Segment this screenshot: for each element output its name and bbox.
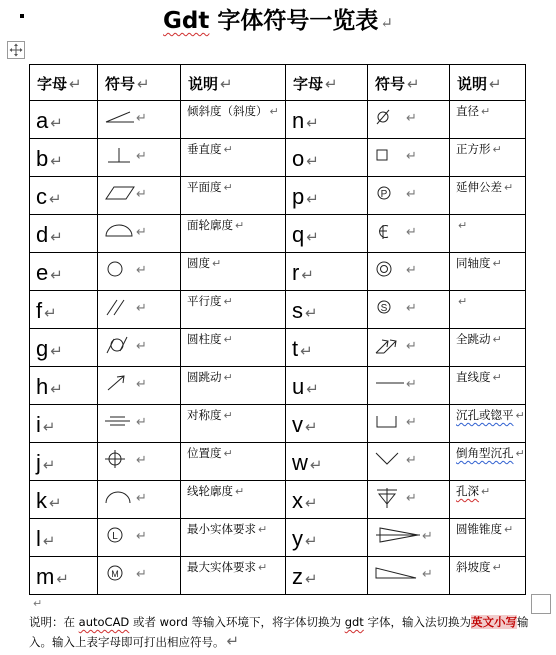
letter-text: q	[292, 222, 305, 247]
page-title	[0, 4, 556, 40]
table-row	[30, 367, 526, 405]
header-desc-2: 说明	[457, 75, 488, 93]
header-desc: 说明	[188, 75, 219, 93]
letter-text: s	[292, 298, 303, 323]
paragraph-mark-icon: ↵	[305, 305, 318, 322]
letter-cell	[286, 291, 368, 329]
description-text: 垂直度	[187, 142, 222, 156]
table-row	[30, 329, 526, 367]
paragraph-mark-icon: ↵	[50, 267, 63, 284]
description-cell	[450, 405, 526, 443]
paragraph-mark-icon: ↵	[136, 149, 147, 164]
description-text: 平面度	[187, 180, 222, 194]
paragraph-mark-icon: ↵	[49, 495, 62, 512]
paragraph-mark-icon: ↵	[223, 143, 233, 156]
description-cell	[450, 253, 526, 291]
paragraph-mark-icon: ↵	[515, 447, 525, 460]
table-resize-handle[interactable]	[531, 594, 551, 614]
letter-text: n	[292, 108, 305, 133]
paragraph-mark-icon: ↵	[380, 14, 393, 32]
symbol-cell	[98, 557, 181, 595]
letter-text: p	[292, 184, 305, 209]
paragraph-mark-icon: ↵	[306, 229, 319, 246]
letter-cell	[30, 253, 98, 291]
letter-cell	[30, 405, 98, 443]
title-text: 字体符号一览表	[209, 7, 379, 34]
paragraph-mark-icon: ↵	[136, 187, 147, 202]
paragraph-mark-icon: ↵	[305, 571, 318, 588]
letter-cell	[30, 557, 98, 595]
description-cell	[450, 139, 526, 177]
paragraph-mark-icon: ↵	[136, 453, 147, 468]
paragraph-mark-icon: ↵	[136, 225, 147, 240]
paragraph-mark-icon: ↵	[50, 229, 63, 246]
description-text: 圆锥锥度	[456, 522, 502, 536]
svg-text:M: M	[111, 569, 119, 579]
counterbore-icon	[374, 412, 406, 432]
header-cell: 符号 ↵	[98, 65, 181, 101]
table-row	[30, 101, 526, 139]
description-text: 延伸公差	[456, 180, 502, 194]
description-cell	[181, 329, 286, 367]
description-cell	[181, 139, 286, 177]
paragraph-mark-icon: ↵	[223, 409, 233, 422]
paragraph-mark-icon: ↵	[406, 491, 417, 506]
paragraph-mark-icon: ↵	[406, 149, 417, 164]
description-cell	[181, 101, 286, 139]
letter-cell	[30, 101, 98, 139]
symbol-cell	[368, 481, 450, 519]
paragraph-mark-icon: ↵	[305, 495, 318, 512]
letter-cell	[286, 215, 368, 253]
letter-cell	[30, 519, 98, 557]
symbol-cell	[98, 367, 181, 405]
table-row	[30, 481, 526, 519]
surface-profile-icon	[104, 222, 136, 242]
instruction-note: 说明：在 autoCAD 或者 word 等输入环境下，将字体切换为 gdt 字体，输入法切换为英文小写输入。输入上表字母即可打出相应符号。 ↵	[29, 615, 529, 650]
angularity-icon	[104, 108, 136, 128]
circularity-icon	[104, 260, 136, 280]
letter-text: u	[292, 374, 305, 399]
parallelism-icon	[104, 298, 136, 318]
paragraph-mark-icon: ↵	[422, 567, 433, 582]
diameter-icon	[374, 108, 406, 128]
letter-text: h	[36, 374, 49, 399]
letter-cell	[30, 329, 98, 367]
table-row	[30, 557, 526, 595]
letter-text: b	[36, 146, 49, 171]
letter-cell	[30, 139, 98, 177]
gdt-symbol-table	[29, 64, 526, 595]
paragraph-mark-icon: ↵	[458, 219, 468, 232]
description-text: 斜坡度	[456, 560, 491, 574]
paragraph-mark-icon: ↵	[406, 187, 417, 202]
mmc-icon	[104, 564, 136, 584]
title-latin: Gdt	[163, 8, 210, 34]
svg-text:P: P	[380, 189, 388, 200]
paragraph-mark-icon: ↵	[226, 632, 240, 650]
symbol-cell	[368, 101, 450, 139]
description-text: 线轮廓度	[187, 484, 233, 498]
paragraph-mark-icon: ↵	[235, 485, 245, 498]
symbol-cell	[368, 405, 450, 443]
description-text: 对称度	[187, 408, 222, 422]
letter-cell	[30, 481, 98, 519]
paragraph-mark-icon: ↵	[136, 491, 147, 506]
paragraph-mark-icon: ↵	[515, 409, 525, 422]
paragraph-mark-icon: ↵	[212, 257, 222, 270]
paragraph-mark-icon: ↵	[422, 529, 433, 544]
paragraph-mark-icon: ↵	[406, 339, 417, 354]
description-cell	[450, 443, 526, 481]
symbol-cell	[98, 215, 181, 253]
table-move-handle-icon[interactable]	[7, 41, 25, 59]
description-text: 孔深	[456, 484, 479, 498]
table-header-row	[30, 65, 526, 101]
letter-cell	[286, 177, 368, 215]
header-letter: 字母	[37, 75, 68, 93]
description-text: 位置度	[187, 446, 222, 460]
letter-text: g	[36, 336, 49, 361]
table-row	[30, 443, 526, 481]
symbol-cell	[98, 329, 181, 367]
symbol-cell	[98, 253, 181, 291]
table-row	[30, 519, 526, 557]
letter-text: w	[292, 450, 308, 475]
paragraph-mark-icon: ↵	[223, 295, 233, 308]
letter-text: f	[36, 298, 43, 323]
description-text: 最小实体要求	[187, 522, 256, 536]
header-cell: 说明 ↵	[181, 65, 286, 101]
symbol-cell	[98, 101, 181, 139]
paragraph-mark-icon: ↵	[42, 419, 56, 436]
description-text: 同轴度	[456, 256, 491, 270]
header-letter-2: 字母	[293, 75, 324, 93]
letter-text: r	[292, 260, 300, 285]
description-cell	[181, 443, 286, 481]
paragraph-mark-icon: ↵	[136, 377, 147, 392]
description-text: 圆跳动	[187, 370, 222, 384]
paragraph-mark-icon: ↵	[56, 571, 69, 588]
description-text: 平行度	[187, 294, 222, 308]
description-text: 正方形	[456, 142, 491, 156]
letter-text: v	[292, 412, 303, 437]
spell-underlined-word: gdt	[344, 615, 364, 629]
description-text: 圆度	[187, 256, 210, 270]
projected-tolerance-icon	[374, 184, 406, 204]
slope-icon	[374, 564, 422, 584]
paragraph-mark-icon: ↵	[136, 415, 147, 430]
header-cell: 说明 ↵	[450, 65, 526, 101]
paragraph-mark-icon: ↵	[223, 333, 233, 346]
paragraph-mark-icon: ↵	[406, 225, 417, 240]
description-cell	[181, 177, 286, 215]
paragraph-mark-icon: ↵	[306, 153, 319, 170]
paragraph-mark-icon: ↵	[136, 263, 147, 278]
paragraph-mark-icon: ↵	[42, 533, 56, 550]
letter-cell	[286, 139, 368, 177]
paragraph-mark-icon: ↵	[50, 343, 63, 360]
description-cell	[450, 101, 526, 139]
square-icon	[374, 146, 406, 166]
letter-cell	[286, 519, 368, 557]
paragraph-mark-icon: ↵	[504, 523, 514, 536]
total-runout-icon	[374, 336, 406, 356]
paragraph-mark-icon: ↵	[306, 115, 319, 132]
paragraph-mark-icon: ↵	[136, 301, 147, 316]
table-row	[30, 291, 526, 329]
paragraph-mark-icon: ↵	[406, 377, 417, 392]
description-cell	[450, 329, 526, 367]
paragraph-mark-icon: ↵	[481, 105, 491, 118]
symbol-cell	[98, 443, 181, 481]
paragraph-mark-icon: ↵	[136, 339, 147, 354]
circular-runout-icon	[104, 374, 136, 394]
symbol-cell	[98, 139, 181, 177]
description-cell	[181, 215, 286, 253]
line-profile-icon	[104, 488, 136, 508]
paragraph-mark-icon: ↵	[50, 115, 63, 132]
paragraph-mark-icon: ↵	[406, 453, 417, 468]
symmetry-icon	[104, 412, 136, 432]
description-cell	[181, 557, 286, 595]
paragraph-mark-icon: ↵	[305, 533, 318, 550]
symbol-cell	[98, 481, 181, 519]
concentricity-icon	[374, 260, 406, 280]
paragraph-mark-icon: ↵	[223, 181, 233, 194]
highlighted-text: 英文小写	[470, 615, 517, 629]
conical-taper-icon	[374, 526, 422, 546]
paragraph-mark-icon: ↵	[406, 415, 417, 430]
paragraph-mark-icon: ↵	[258, 523, 268, 536]
paragraph-mark-icon: ↵	[136, 567, 147, 582]
table-row	[30, 215, 526, 253]
paragraph-mark-icon: ↵	[492, 561, 502, 574]
paragraph-mark-icon: ↵	[300, 343, 313, 360]
table-row	[30, 177, 526, 215]
symbol-cell	[368, 519, 450, 557]
letter-cell	[286, 101, 368, 139]
svg-text:L: L	[112, 531, 118, 542]
paragraph-mark-icon: ↵	[492, 257, 502, 270]
paragraph-mark-icon: ↵	[492, 371, 502, 384]
description-text: 倾斜度（斜度）	[187, 104, 268, 118]
paragraph-mark-icon: ↵	[492, 143, 502, 156]
centerline-icon	[374, 222, 406, 242]
letter-cell	[30, 367, 98, 405]
paragraph-mark-icon: ↵	[309, 457, 323, 474]
paragraph-mark-icon: ↵	[258, 561, 268, 574]
description-cell	[450, 481, 526, 519]
header-cell: 字母 ↵	[286, 65, 368, 101]
description-cell	[450, 557, 526, 595]
description-cell	[181, 519, 286, 557]
letter-text: d	[36, 222, 49, 247]
letter-text: c	[36, 184, 47, 209]
description-cell	[181, 481, 286, 519]
table-row	[30, 139, 526, 177]
description-cell	[450, 367, 526, 405]
flatness-icon	[104, 184, 136, 204]
letter-cell	[286, 367, 368, 405]
description-text: 直线度	[456, 370, 491, 384]
position-icon	[104, 450, 136, 470]
header-cell: 字母 ↵	[30, 65, 98, 101]
letter-cell	[286, 405, 368, 443]
paragraph-mark-icon: ↵	[136, 111, 147, 126]
paragraph-mark-icon: ↵	[49, 191, 62, 208]
paragraph-mark-icon: ↵	[481, 485, 491, 498]
letter-text: k	[36, 488, 47, 513]
paragraph-mark-icon: ↵	[492, 333, 502, 346]
description-text: 面轮廓度	[187, 218, 233, 232]
paragraph-mark-icon: ↵	[50, 381, 63, 398]
symbol-cell	[368, 253, 450, 291]
countersink-icon	[374, 450, 406, 470]
paragraph-mark-icon: ↵	[50, 153, 63, 170]
letter-cell	[30, 291, 98, 329]
description-cell	[450, 519, 526, 557]
paragraph-mark-icon: ↵	[136, 529, 147, 544]
paragraph-mark-icon: ↵	[504, 181, 514, 194]
symbol-cell	[368, 215, 450, 253]
paragraph-mark-icon: ↵	[42, 457, 56, 474]
symbol-cell	[368, 443, 450, 481]
straightness-icon	[374, 374, 406, 394]
description-cell	[181, 367, 286, 405]
letter-text: x	[292, 488, 303, 513]
paragraph-mark-icon: ↵	[305, 419, 318, 436]
letter-text: j	[36, 450, 41, 475]
letter-text: i	[36, 412, 41, 437]
description-text: 倒角型沉孔	[456, 446, 514, 460]
description-text: 圆柱度	[187, 332, 222, 346]
paragraph-mark-icon: ↵	[33, 597, 43, 610]
paragraph-mark-icon: ↵	[406, 111, 417, 126]
paragraph-mark-icon: ↵	[306, 191, 319, 208]
letter-text: y	[292, 526, 303, 551]
svg-text:S: S	[380, 303, 388, 314]
rfs-icon	[374, 298, 406, 318]
lmc-icon	[104, 526, 136, 546]
letter-cell	[286, 557, 368, 595]
symbol-cell	[368, 557, 450, 595]
symbol-cell	[368, 291, 450, 329]
perpendicularity-icon	[104, 146, 136, 166]
description-text: 直径	[456, 104, 479, 118]
description-text: 全跳动	[456, 332, 491, 346]
letter-cell	[286, 329, 368, 367]
letter-cell	[30, 443, 98, 481]
letter-text: l	[36, 526, 41, 551]
description-cell	[181, 253, 286, 291]
letter-text: a	[36, 108, 49, 133]
symbol-cell	[368, 177, 450, 215]
letter-text: z	[292, 564, 303, 589]
paragraph-mark-icon: ↵	[223, 371, 233, 384]
symbol-cell	[368, 367, 450, 405]
spell-underlined-word: autoCAD	[78, 615, 130, 629]
letter-text: m	[36, 564, 55, 589]
description-cell	[450, 215, 526, 253]
header-cell: 符号 ↵	[368, 65, 450, 101]
description-cell	[181, 291, 286, 329]
description-text: 最大实体要求	[187, 560, 256, 574]
paragraph-mark-icon: ↵	[269, 105, 279, 118]
symbol-cell	[98, 177, 181, 215]
table-row	[30, 405, 526, 443]
description-cell	[450, 291, 526, 329]
letter-cell	[30, 177, 98, 215]
symbol-cell	[368, 329, 450, 367]
paragraph-mark-icon: ↵	[235, 219, 245, 232]
paragraph-mark-icon: ↵	[406, 301, 417, 316]
paragraph-mark-icon: ↵	[301, 267, 314, 284]
letter-text: o	[292, 146, 305, 171]
cylindricity-icon	[104, 336, 136, 356]
letter-text: t	[292, 336, 299, 361]
paragraph-mark-icon: ↵	[306, 381, 319, 398]
paragraph-mark-icon: ↵	[44, 305, 57, 322]
symbol-cell	[368, 139, 450, 177]
letter-cell	[286, 481, 368, 519]
paragraph-mark-icon: ↵	[223, 447, 233, 460]
letter-text: e	[36, 260, 49, 285]
header-symbol: 符号	[105, 75, 136, 93]
paragraph-mark-icon: ↵	[406, 263, 417, 278]
header-symbol-2: 符号	[375, 75, 406, 93]
description-cell	[181, 405, 286, 443]
description-cell	[450, 177, 526, 215]
table-row	[30, 253, 526, 291]
paragraph-mark-icon: ↵	[458, 295, 468, 308]
letter-cell	[286, 253, 368, 291]
symbol-cell	[98, 519, 181, 557]
depth-icon	[374, 488, 406, 508]
description-text: 沉孔或锪平	[456, 408, 514, 422]
letter-cell	[30, 215, 98, 253]
symbol-cell	[98, 405, 181, 443]
letter-cell	[286, 443, 368, 481]
symbol-cell	[98, 291, 181, 329]
